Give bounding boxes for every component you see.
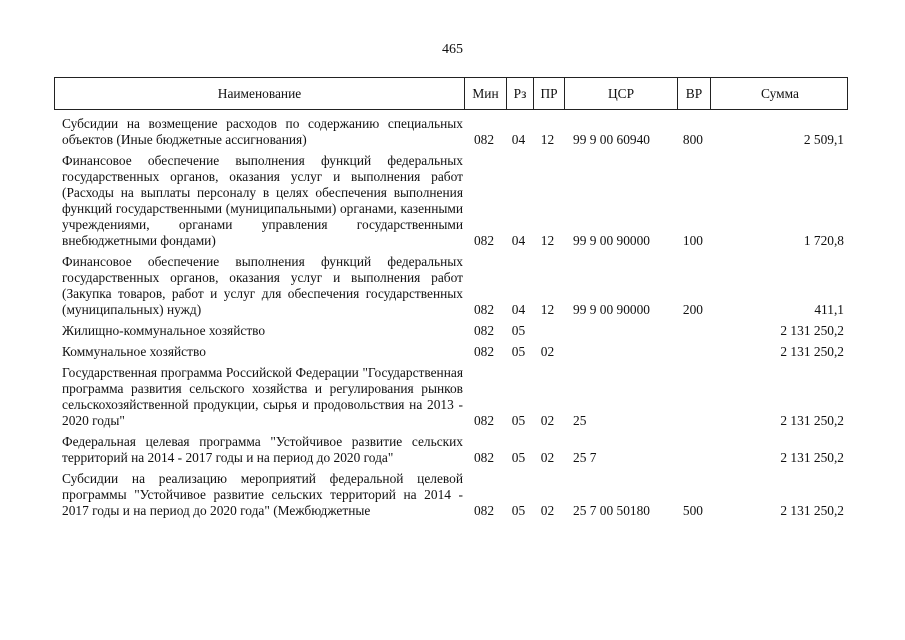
row-sum: 2 131 250,2	[780, 450, 844, 465]
row-pr: 02	[540, 450, 555, 465]
row-min: 082	[473, 413, 495, 428]
row-rz: 05	[511, 413, 526, 428]
row-vr: 200	[682, 302, 703, 317]
row-csr: 99 9 00 90000	[573, 302, 650, 317]
row-csr: 99 9 00 90000	[573, 233, 650, 248]
row-vr: 800	[682, 132, 703, 147]
row-name: Коммунальное хозяйство	[62, 344, 206, 359]
row-rz: 04	[511, 233, 526, 248]
row-name: Субсидии на реализацию мероприятий федеральной целевой программы "Устойчивое развитие сельских территорий на 2014 - 2017 годы и на период до 2020 года" (Межбюджетные	[62, 471, 463, 518]
header-min: Мин	[464, 78, 506, 109]
row-pr: 12	[540, 302, 555, 317]
row-rz: 05	[511, 323, 526, 338]
row-min: 082	[473, 323, 495, 338]
table-row	[54, 116, 848, 148]
budget-table	[54, 77, 848, 524]
page-number: 465	[442, 42, 463, 57]
row-sum: 2 131 250,2	[780, 503, 844, 518]
row-pr: 02	[540, 344, 555, 359]
row-min: 082	[473, 344, 495, 359]
row-pr: 02	[540, 503, 555, 518]
row-sum: 1 720,8	[803, 233, 844, 248]
table-row	[54, 323, 848, 339]
row-rz: 04	[511, 302, 526, 317]
table-row	[54, 365, 848, 429]
table-body	[54, 116, 848, 519]
row-vr: 100	[682, 233, 703, 248]
table-row	[54, 254, 848, 318]
row-sum: 411,1	[814, 302, 844, 317]
row-min: 082	[473, 302, 495, 317]
header-pr: ПР	[533, 78, 564, 109]
row-name: Финансовое обеспечение выполнения функций федеральных государственных органов, оказания услуг и выполнения работ (Закупка товаров, работ и услуг для обеспечения государственных (муниципальных) нужд)	[62, 254, 463, 317]
row-name: Финансовое обеспечение выполнения функций федеральных государственных органов, оказания услуг и выполнения работ (Расходы на выплаты персоналу в целях обеспечения выполнения функций государственными (муниципальными) органами, казенными учреждениями, органами управления государственными внебюджетными фондами)	[62, 153, 463, 248]
row-min: 082	[473, 233, 495, 248]
row-name: Субсидии на возмещение расходов по содержанию специальных объектов (Иные бюджетные ассигнования)	[62, 116, 463, 147]
row-sum: 2 131 250,2	[780, 323, 844, 338]
table-row	[54, 434, 848, 466]
row-rz: 05	[511, 503, 526, 518]
row-rz: 05	[511, 450, 526, 465]
row-vr: 500	[682, 503, 703, 518]
header-name: Наименование	[217, 85, 302, 101]
row-pr: 12	[540, 233, 555, 248]
table-row	[54, 344, 848, 360]
row-rz: 05	[511, 344, 526, 359]
table-row	[54, 153, 848, 249]
row-sum: 2 509,1	[803, 132, 844, 147]
header-rz: Рз	[506, 78, 533, 109]
table-header	[54, 77, 848, 110]
row-sum: 2 131 250,2	[780, 344, 844, 359]
header-sum: Сумма	[710, 78, 849, 109]
header-vr: ВР	[677, 78, 710, 109]
row-csr: 25 7 00 50180	[573, 503, 650, 518]
row-min: 082	[473, 450, 495, 465]
row-name: Государственная программа Российской Федерации "Государственная программа развития сельского хозяйства и регулирования рынков сельскохозяйственной продукции, сырья и продовольствия на 2013 - 2020 годы"	[62, 365, 463, 428]
row-name: Федеральная целевая программа "Устойчивое развитие сельских территорий на 2014 - 2017 годы и на период до 2020 года"	[62, 434, 463, 465]
table-row	[54, 471, 848, 519]
row-pr: 12	[540, 132, 555, 147]
row-csr: 25	[573, 413, 587, 428]
row-min: 082	[473, 503, 495, 518]
row-name: Жилищно-коммунальное хозяйство	[62, 323, 266, 338]
row-min: 082	[473, 132, 495, 147]
row-csr: 99 9 00 60940	[573, 132, 650, 147]
row-pr: 02	[540, 413, 555, 428]
row-csr: 25 7	[573, 450, 597, 465]
header-csr: ЦСР	[564, 78, 677, 109]
row-rz: 04	[511, 132, 526, 147]
row-sum: 2 131 250,2	[780, 413, 844, 428]
